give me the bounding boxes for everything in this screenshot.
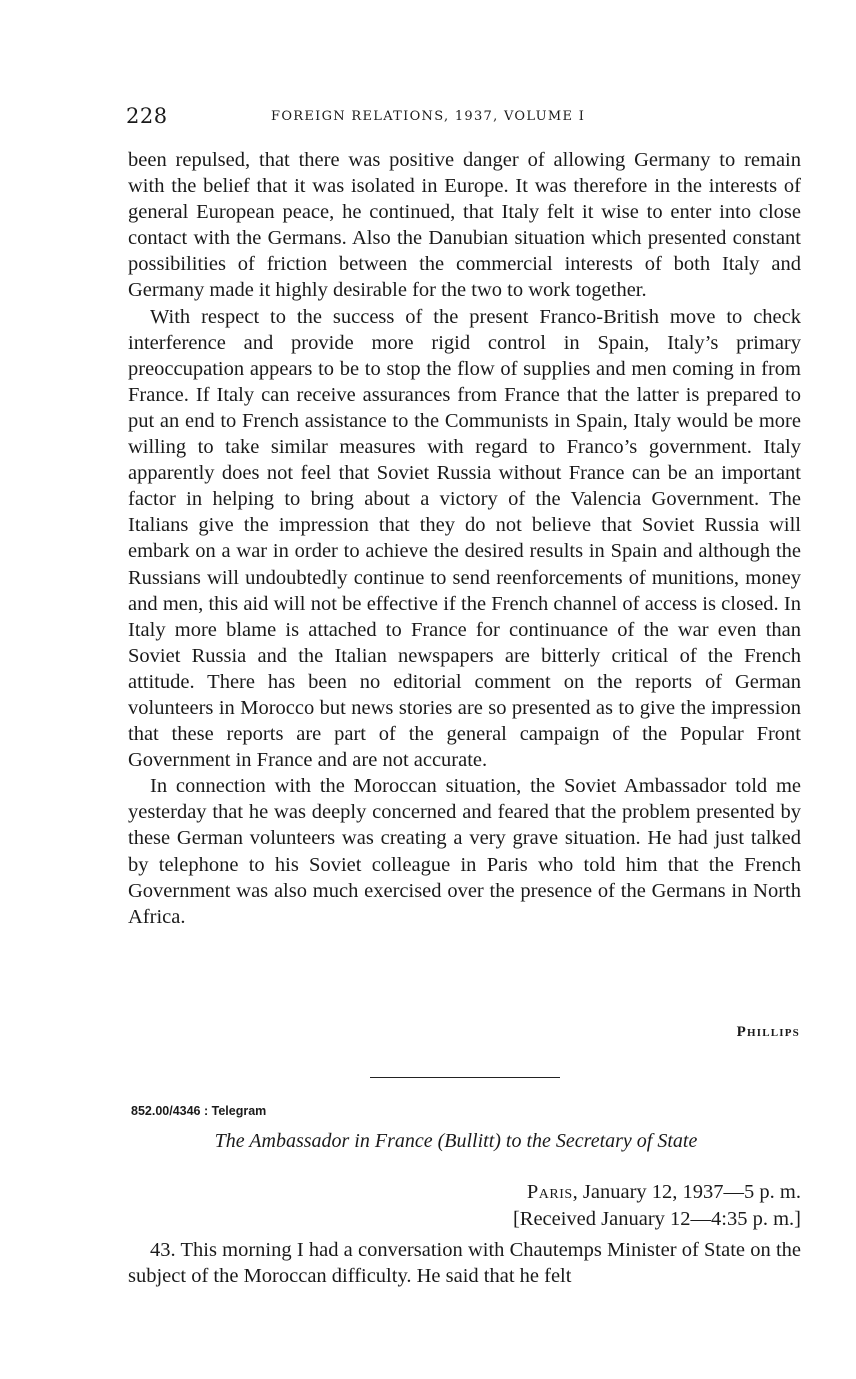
page-number: 228 bbox=[126, 104, 168, 128]
signature: Phillips bbox=[736, 1024, 800, 1040]
page-header bbox=[126, 104, 800, 132]
date-sent: , January 12, 1937—5 p. m. bbox=[572, 1181, 801, 1203]
file-reference: 852.00/4346 : Telegram bbox=[131, 1104, 267, 1118]
date-sent-line bbox=[513, 1179, 801, 1206]
paragraph-continued: been repulsed, that there was positive danger of allowing Germany to remain with the belief that it was isolated in Europe. It was therefore in the interests of general European peace, he continued, that Italy felt it wise to enter into close contact with the Germans. Also the Danubian situation which presented constant possibilities of friction between the commercial interests of both Italy and Germany made it highly desirable for the two to work together. bbox=[128, 149, 801, 302]
section-divider bbox=[370, 1077, 560, 1078]
paragraph-telegram: 43. This morning I had a conversation with Chautemps Minister of State on the subject of the Moroccan difficulty. He said that he felt bbox=[128, 1239, 801, 1288]
date-received: [Received January 12—4:35 p. m.] bbox=[512, 1207, 801, 1230]
document-title: The Ambassador in France (Bullitt) to the Secretary of State bbox=[214, 1130, 698, 1152]
body-text bbox=[128, 147, 801, 930]
place-name: Paris bbox=[526, 1181, 573, 1203]
paragraph-moroccan-situation: In connection with the Moroccan situation, the Soviet Ambassador told me yesterday that he was deeply concerned and feared that the problem presented by these German volunteers was creating a very grave situation. He had just talked by telephone to his Soviet colleague in Paris who told him that the French Government was also much exercised over the presence of the Germans in North Africa. bbox=[128, 775, 801, 928]
running-title: FOREIGN RELATIONS, 1937, VOLUME I bbox=[271, 109, 586, 124]
dateline bbox=[513, 1179, 801, 1232]
paragraph-franco-british: With respect to the success of the present Franco-British move to check interference and provide more rigid control in Spain, Italy’s primary preoccupation appears to be to stop the flow of supplies and men coming in from France. If Italy can receive assurances from France that the latter is prepared to put an end to French assistance to the Communists in Spain, Italy would be more willing to take similar measures with regard to Franco’s government. Italy apparently does not feel that Soviet Russia without France can be an important factor in helping to bring about a victory of the Valencia Government. The Italians give the impression that they do not believe that Soviet Russia will embark on a war in order to achieve the desired results in Spain and although the Russians will undoubtedly continue to send reenforcements of munitions, money and men, this aid will not be effective if the French channel of access is closed. In Italy more blame is attached to France for continuance of the war even than Soviet Russia and the Italian newspapers are bitterly critical of the French attitude. There has been no editorial comment on the reports of German volunteers in Morocco but news stories are so presented as to give the impression that these reports are part of the general campaign of the Popular Front Government in France and are not accurate. bbox=[128, 305, 801, 772]
telegram-body bbox=[128, 1237, 801, 1289]
